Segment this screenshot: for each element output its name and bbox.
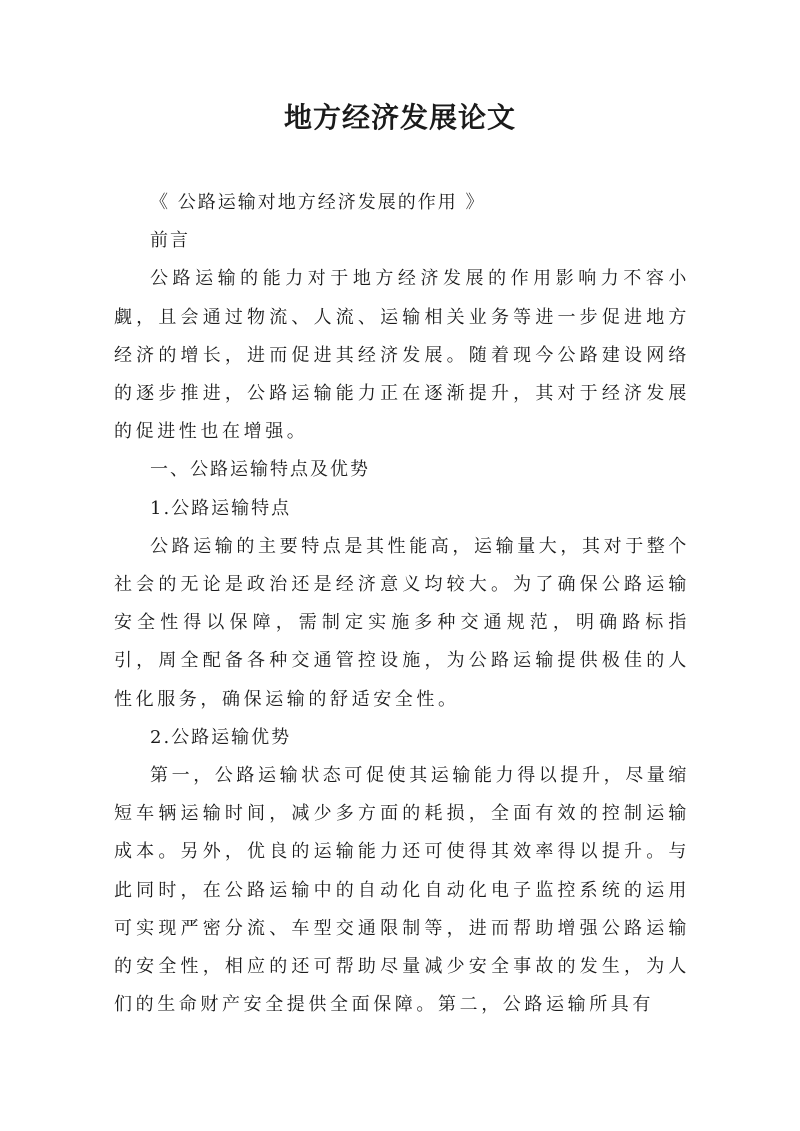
body-paragraph: 公路运输的能力对于地方经济发展的作用影响力不容小觑，且会通过物流、人流、运输相关业务等进一步促进地方经济的增长，进而促进其经济发展。随着现今公路建设网络的逐步推进，公路运输能力正在逐渐提升，其对于经济发展的促进性也在增强。 bbox=[114, 268, 690, 443]
section-heading-1: 一、公路运输特点及优势 bbox=[150, 459, 370, 481]
essay-subtitle: 《 公路运输对地方经济发展的作用 》 bbox=[150, 192, 486, 213]
body-paragraph: 第一，公路运输状态可促使其运输能力得以提升，尽量缩短车辆运输时间，减少多方面的耗损，全面有效的控制运输成本。另外，优良的运输能力还可使得其效率得以提升。与此同时，在公路运输中的自动化自动化电子监控系统的运用可实现严密分流、车型交通限制等，进而帮助增强公路运输的安全性，相应的还可帮助尽量减少安全事故的发生，为人们的生命财产安全提供全面保障。第二，公路运输所具有 bbox=[114, 765, 690, 1016]
document-body bbox=[114, 184, 690, 1024]
subsection-heading-1-2: 2.公路运输优势 bbox=[150, 726, 292, 748]
body-paragraph: 公路运输的主要特点是其性能高，运输量大，其对于整个社会的无论是政治还是经济意义均较大。为了确保公路运输安全性得以保障，需制定实施多种交通规范，明确路标指引，周全配备各种交通管控设施，为公路运输提供极佳的人性化服务，确保运输的舒适安全性。 bbox=[114, 535, 690, 710]
section-heading-preface: 前言 bbox=[150, 230, 190, 252]
document-title: 地方经济发展论文 bbox=[283, 101, 516, 134]
subsection-heading-1-1: 1.公路运输特点 bbox=[150, 497, 292, 519]
